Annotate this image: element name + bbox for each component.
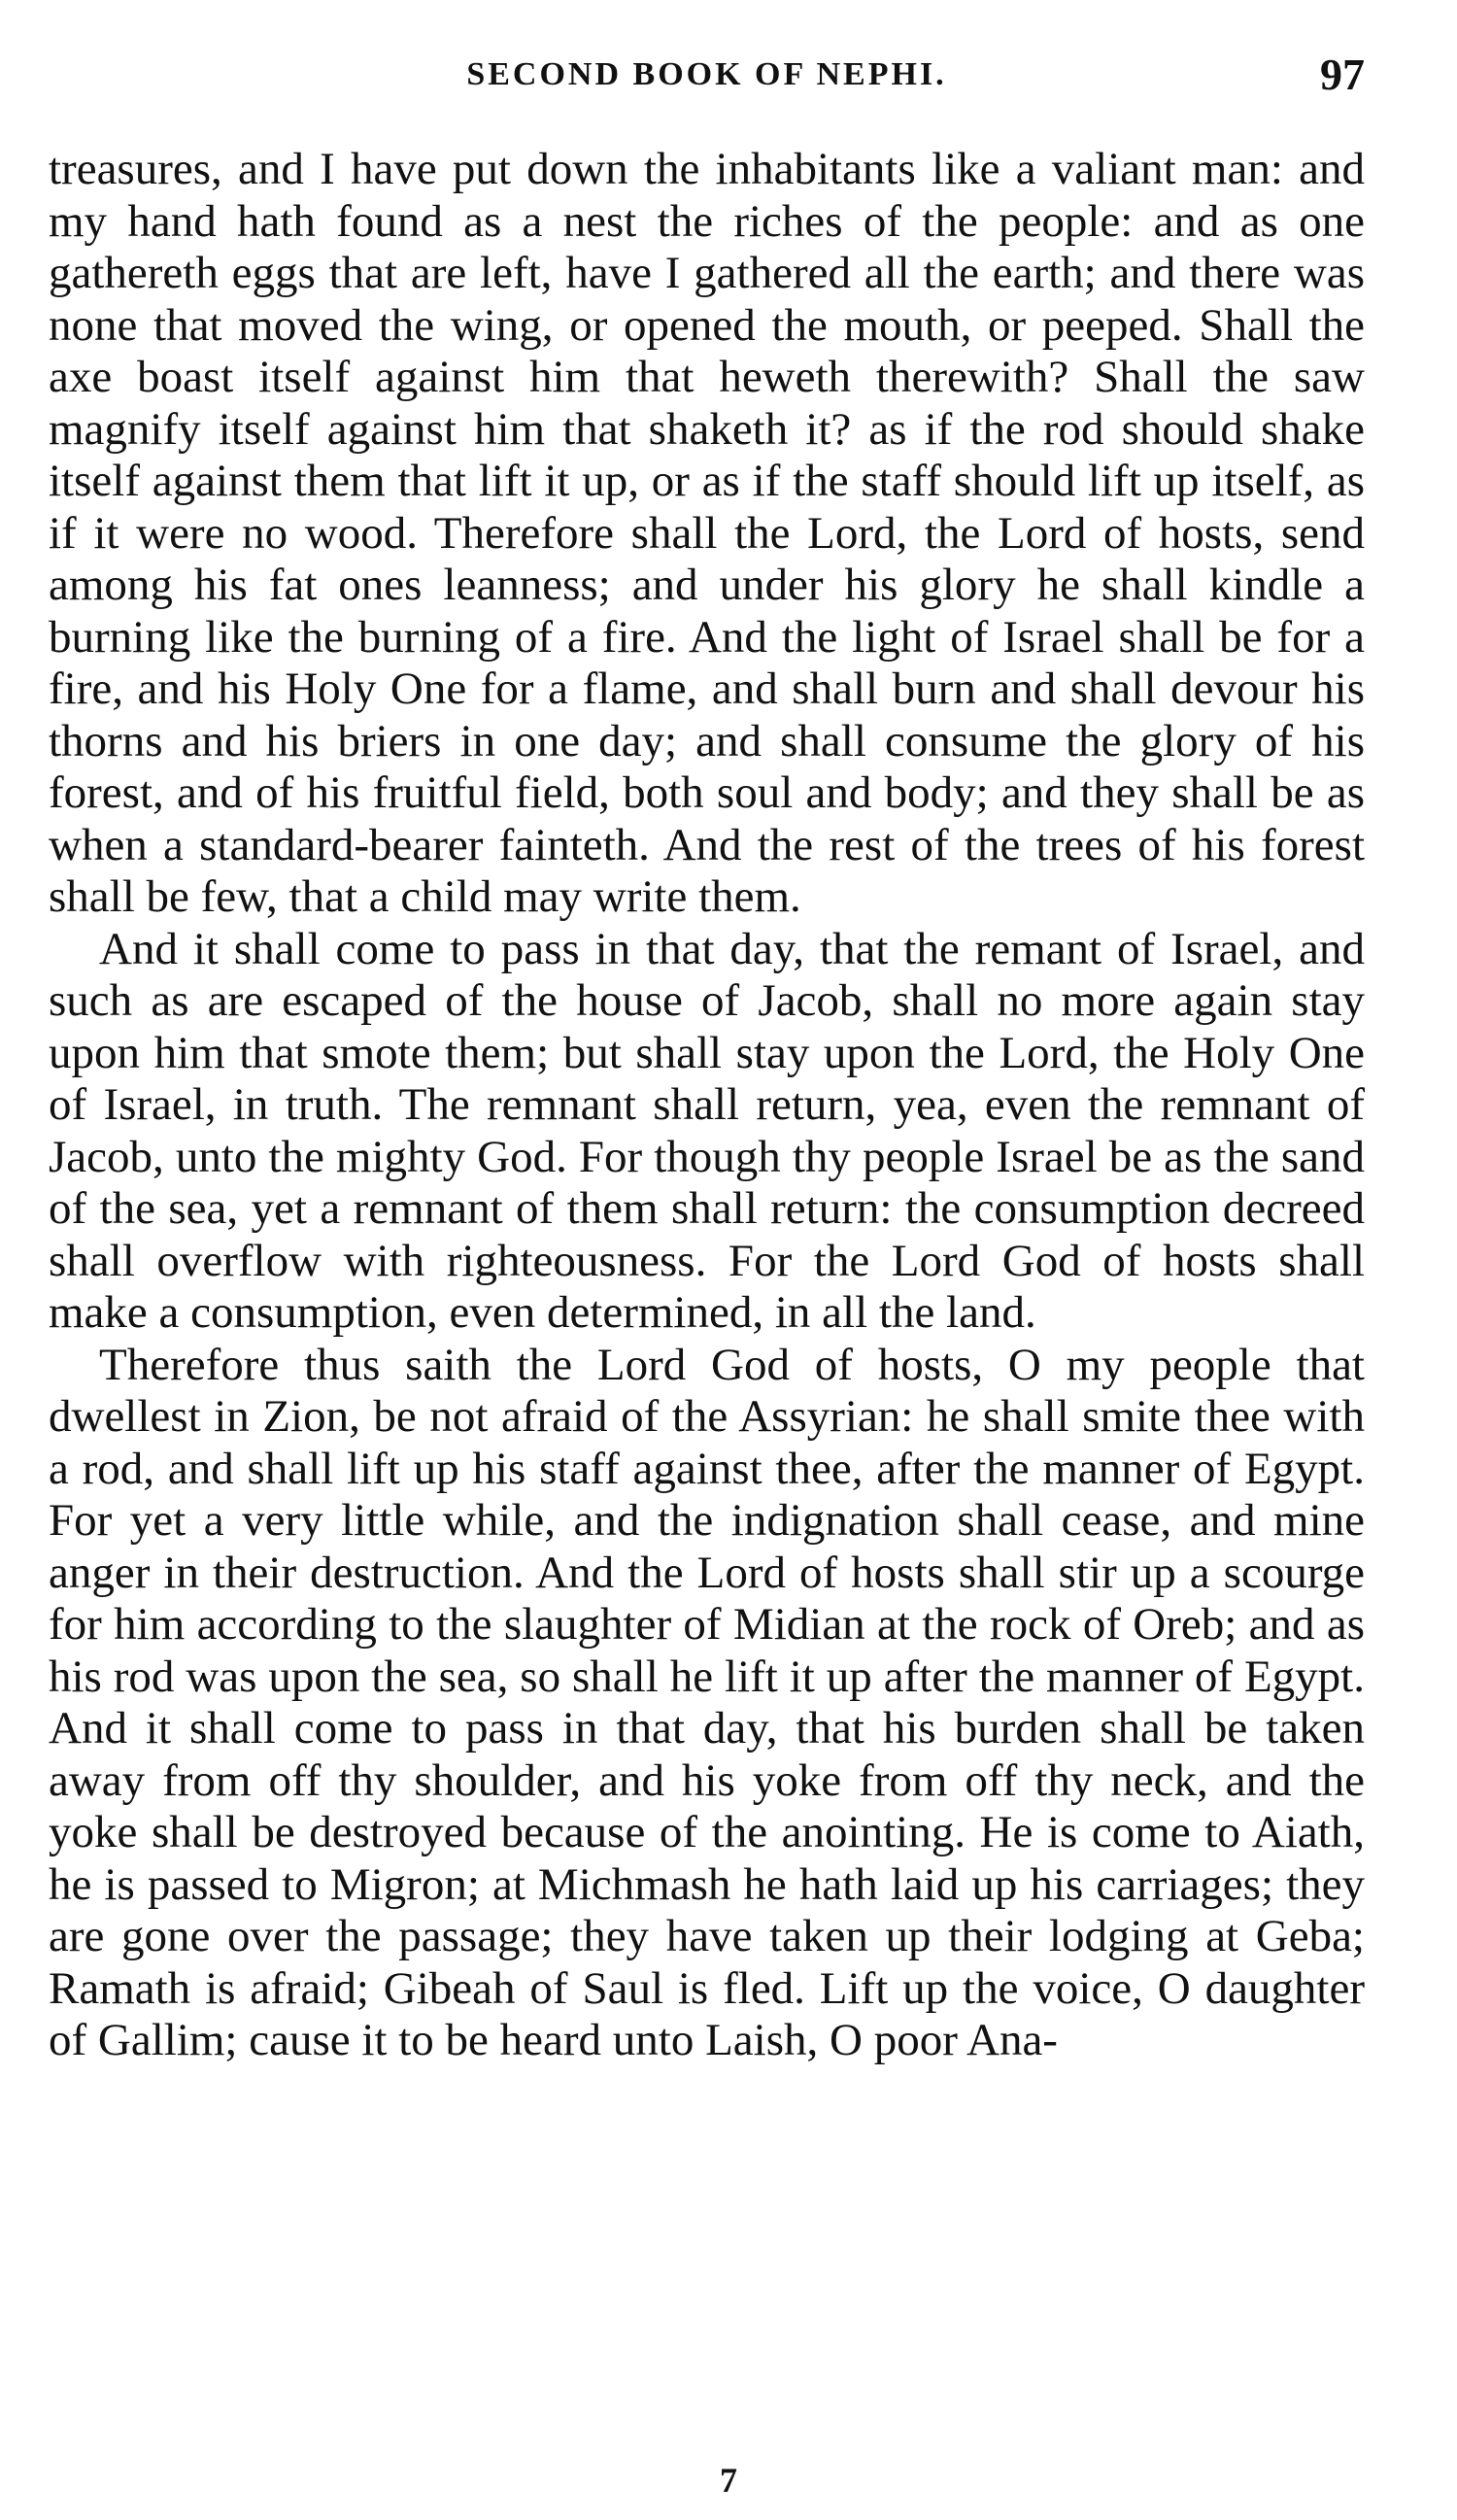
paragraph-continuation: treasures, and I have put down the inhabitants like a valiant man: and my hand hath found as a nest the riches of the people: and as one gathereth eggs that are left, have I gathered all the earth; and there was none that moved the wing, or opened the mouth, or peeped. Shall the axe boast itself against him that heweth therewith? Shall the saw magnify itself against him that shaketh it? as if the rod should shake itself against them that lift it up, or as if the staff should lift up itself, as if it were no wood. Therefore shall the Lord, the Lord of hosts, send among his fat ones leanness; and under his glory he shall kindle a burning like the burning of a fire. And the light of Israel shall be for a fire, and his Holy One for a flame, and shall burn and shall devour his thorns and his briers in one day; and shall consume the glory of his forest, and of his fruitful field, both soul and body; and they shall be as when a standard-bearer fainteth. And the rest of the trees of his forest shall be few, that a child may write them. xyxy=(49,144,1365,922)
running-head xyxy=(49,49,1365,107)
body-text xyxy=(49,144,1365,2067)
paragraph-assyrian: Therefore thus saith the Lord God of hosts, O my people that dwellest in Zion, be not afraid of the Assyrian: he shall smite thee with a rod, and shall lift up his staff against thee, after the manner of Egypt. For yet a very little while, and the indignation shall cease, and mine anger in their destruction. And the Lord of hosts shall stir up a scourge for him according to the slaughter of Midian at the rock of Oreb; and as his rod was upon the sea, so shall he lift it up after the manner of Egypt. And it shall come to pass in that day, that his burden shall be taken away from off thy shoulder, and his yoke from off thy neck, and the yoke shall be destroyed because of the anointing. He is come to Aiath, he is passed to Migron; at Michmash he hath laid up his carriages; they are gone over the passage; they have taken up their lodging at Geba; Ramath is afraid; Gibeah of Saul is fled. Lift up the voice, O daughter of Gallim; cause it to be heard unto Laish, O poor Ana- xyxy=(49,1339,1365,2065)
signature-mark: 7 xyxy=(720,2461,737,2500)
running-title: SECOND BOOK OF NEPHI. xyxy=(466,56,947,92)
page-number: 97 xyxy=(1320,50,1365,99)
paragraph-remnant-of-israel: And it shall come to pass in that day, that the remant of Israel, and such as are escaped of the house of Jacob, shall no more again stay upon him that smote them; but shall stay upon the Lord, the Holy One of Israel, in truth. The remnant shall return, yea, even the remnant of Jacob, unto the mighty God. For though thy people Israel be as the sand of the sea, yet a remnant of them shall return: the consumption decreed shall overflow with righteousness. For the Lord God of hosts shall make a consumption, even determined, in all the land. xyxy=(49,923,1365,1338)
